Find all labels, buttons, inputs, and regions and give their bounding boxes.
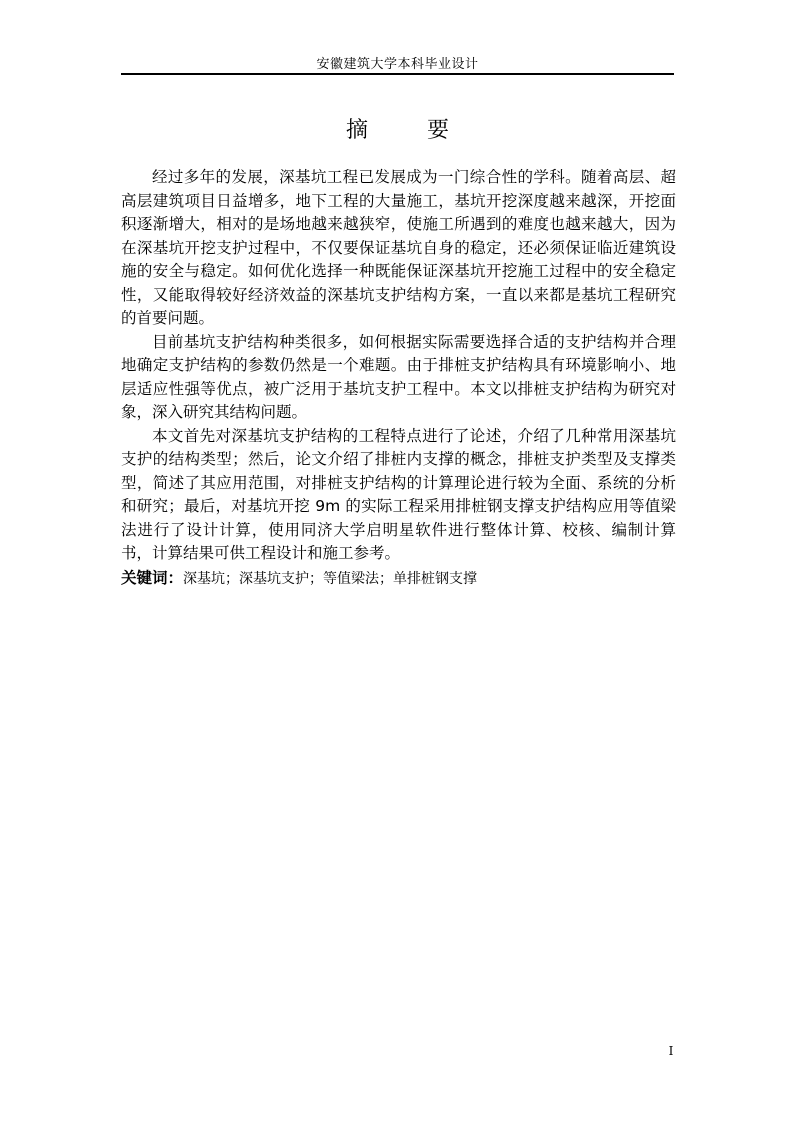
- keywords-line: [121, 566, 676, 591]
- keywords-label: 关键词：: [121, 568, 184, 587]
- abstract-paragraph-1: 经过多年的发展，深基坑工程已发展成为一门综合性的学科。随着高层、超高层建筑项目日益增多，地下工程的大量施工，基坑开挖深度越来越深，开挖面积逐渐增大，相对的是场地越来越狭窄，使施工所遇到的难度也越来越大，因为在深基坑开挖支护过程中，不仅要保证基坑自身的稳定，还必须保证临近建筑设施的安全与稳定。如何优化选择一种既能保证深基坑开挖施工过程中的安全稳定性，又能取得较好经济效益的深基坑支护结构方案，一直以来都是基坑工程研究的首要问题。: [121, 168, 676, 327]
- abstract-heading: 摘 要: [346, 118, 475, 143]
- keywords-value: 深基坑；深基坑支护；等值梁法；单排桩钢支撑: [183, 570, 478, 587]
- abstract-paragraph-2: 目前基坑支护结构种类很多，如何根据实际需要选择合适的支护结构并合理地确定支护结构的参数仍然是一个难题。由于排桩支护结构具有环境影响小、地层适应性强等优点，被广泛用于基坑支护工程中。本文以排桩支护结构为研究对象，深入研究其结构问题。: [121, 332, 676, 421]
- running-header-title: 安徽建筑大学本科毕业设计: [316, 57, 479, 72]
- running-header: [121, 57, 674, 75]
- abstract-paragraph-3: 本文首先对深基坑支护结构的工程特点进行了论述，介绍了几种常用深基坑支护的结构类型；然后，论文介绍了排桩内支撑的概念，排桩支护类型及支撑类型，简述了其应用范围，对排桩支护结构的计算理论进行较为全面、系统的分析和研究；最后，对基坑开挖 9m 的实际工程采用排桩钢支撑支护结构应用等值梁法进行了设计计算，使用同济大学启明星软件进行整体计算、校核、编制计算书，计算结果可供工程设计和施工参考。: [121, 426, 676, 562]
- page-number: I: [668, 1044, 674, 1058]
- abstract-body: [121, 166, 676, 591]
